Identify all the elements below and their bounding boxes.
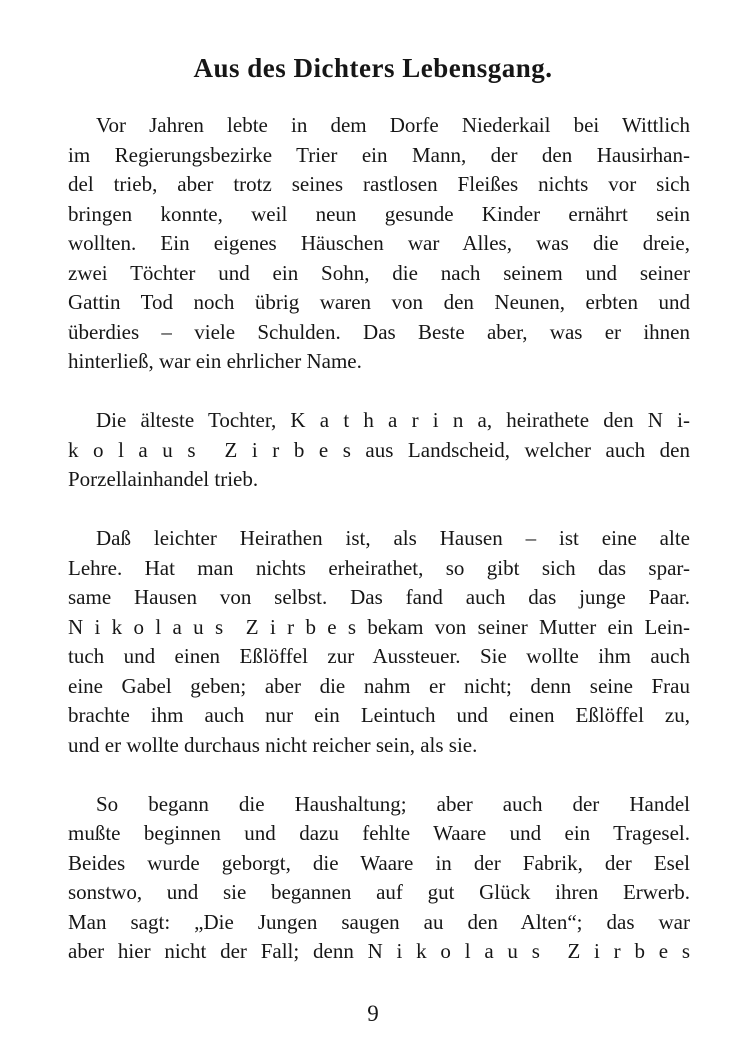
- paragraph: [68, 524, 690, 760]
- text-line: aber hier nicht der Fall; denn N i k o l a u s Z i r b e s: [68, 939, 690, 963]
- text-line: tuch und einen Eßlöffel zur Aussteuer. Sie wollte ihm auch: [68, 644, 690, 668]
- text-line: hinterließ, war ein ehrlicher Name.: [68, 349, 362, 373]
- text-line: überdies – viele Schulden. Das Beste aber, was er ihnen: [68, 319, 690, 344]
- text-line: und er wollte durchaus nicht reicher sein, als sie.: [68, 732, 478, 757]
- text-line: k o l a u s Z i r b e s aus Landscheid, welcher auch den: [68, 437, 690, 462]
- text-line: Man sagt: „Die Jungen saugen au den Alten“; das war: [68, 909, 690, 934]
- text-line: bringen konnte, weil neun gesunde Kinder ernährt sein: [68, 201, 690, 226]
- text-line: So begann die Haushaltung; aber auch der Handel: [96, 791, 690, 816]
- text-line: Daß leichter Heirathen ist, als Hausen – ist eine alte: [96, 526, 690, 550]
- text-line: Gattin Tod noch übrig waren von den Neunen, erbten und: [68, 290, 690, 314]
- text-line: Beides wurde geborgt, die Waare in der Fabrik, der Esel: [68, 850, 690, 875]
- paragraph: [68, 790, 690, 967]
- text-line: N i k o l a u s Z i r b e s bekam von seiner Mutter ein Lein-: [68, 614, 690, 639]
- text-line: Die älteste Tochter, K a t h a r i n a, heirathete den N i-: [96, 408, 690, 432]
- paragraph: [68, 406, 690, 495]
- text-line: wollten. Ein eigenes Häuschen war Alles, was die dreie,: [68, 231, 690, 255]
- text-line: Vor Jahren lebte in dem Dorfe Niederkail bei Wittlich: [96, 113, 690, 137]
- text-line: Lehre. Hat man nichts erheirathet, so gibt sich das spar-: [68, 555, 690, 580]
- text-line: sonstwo, und sie begannen auf gut Glück ihren Erwerb.: [68, 880, 690, 904]
- text-line: same Hausen von selbst. Das fand auch das junge Paar.: [68, 585, 690, 609]
- page-title: Aus des Dichters Lebensgang.: [193, 53, 553, 83]
- text-line: zwei Töchter und ein Sohn, die nach seinem und seiner: [68, 260, 690, 285]
- paragraph: [68, 111, 690, 377]
- page-number: 9: [367, 1001, 379, 1026]
- text-line: mußte beginnen und dazu fehlte Waare und ein Tragesel.: [68, 821, 690, 845]
- text-line: im Regierungsbezirke Trier ein Mann, der den Hausirhan-: [68, 142, 690, 167]
- text-line: brachte ihm auch nur ein Leintuch und einen Eßlöffel zu,: [68, 703, 690, 727]
- text-line: del trieb, aber trotz seines rastlosen Fleißes nichts vor sich: [68, 172, 690, 196]
- text-line: Porzellainhandel trieb.: [68, 467, 259, 491]
- text-block: [68, 111, 690, 996]
- text-line: eine Gabel geben; aber die nahm er nicht; denn seine Frau: [68, 673, 690, 698]
